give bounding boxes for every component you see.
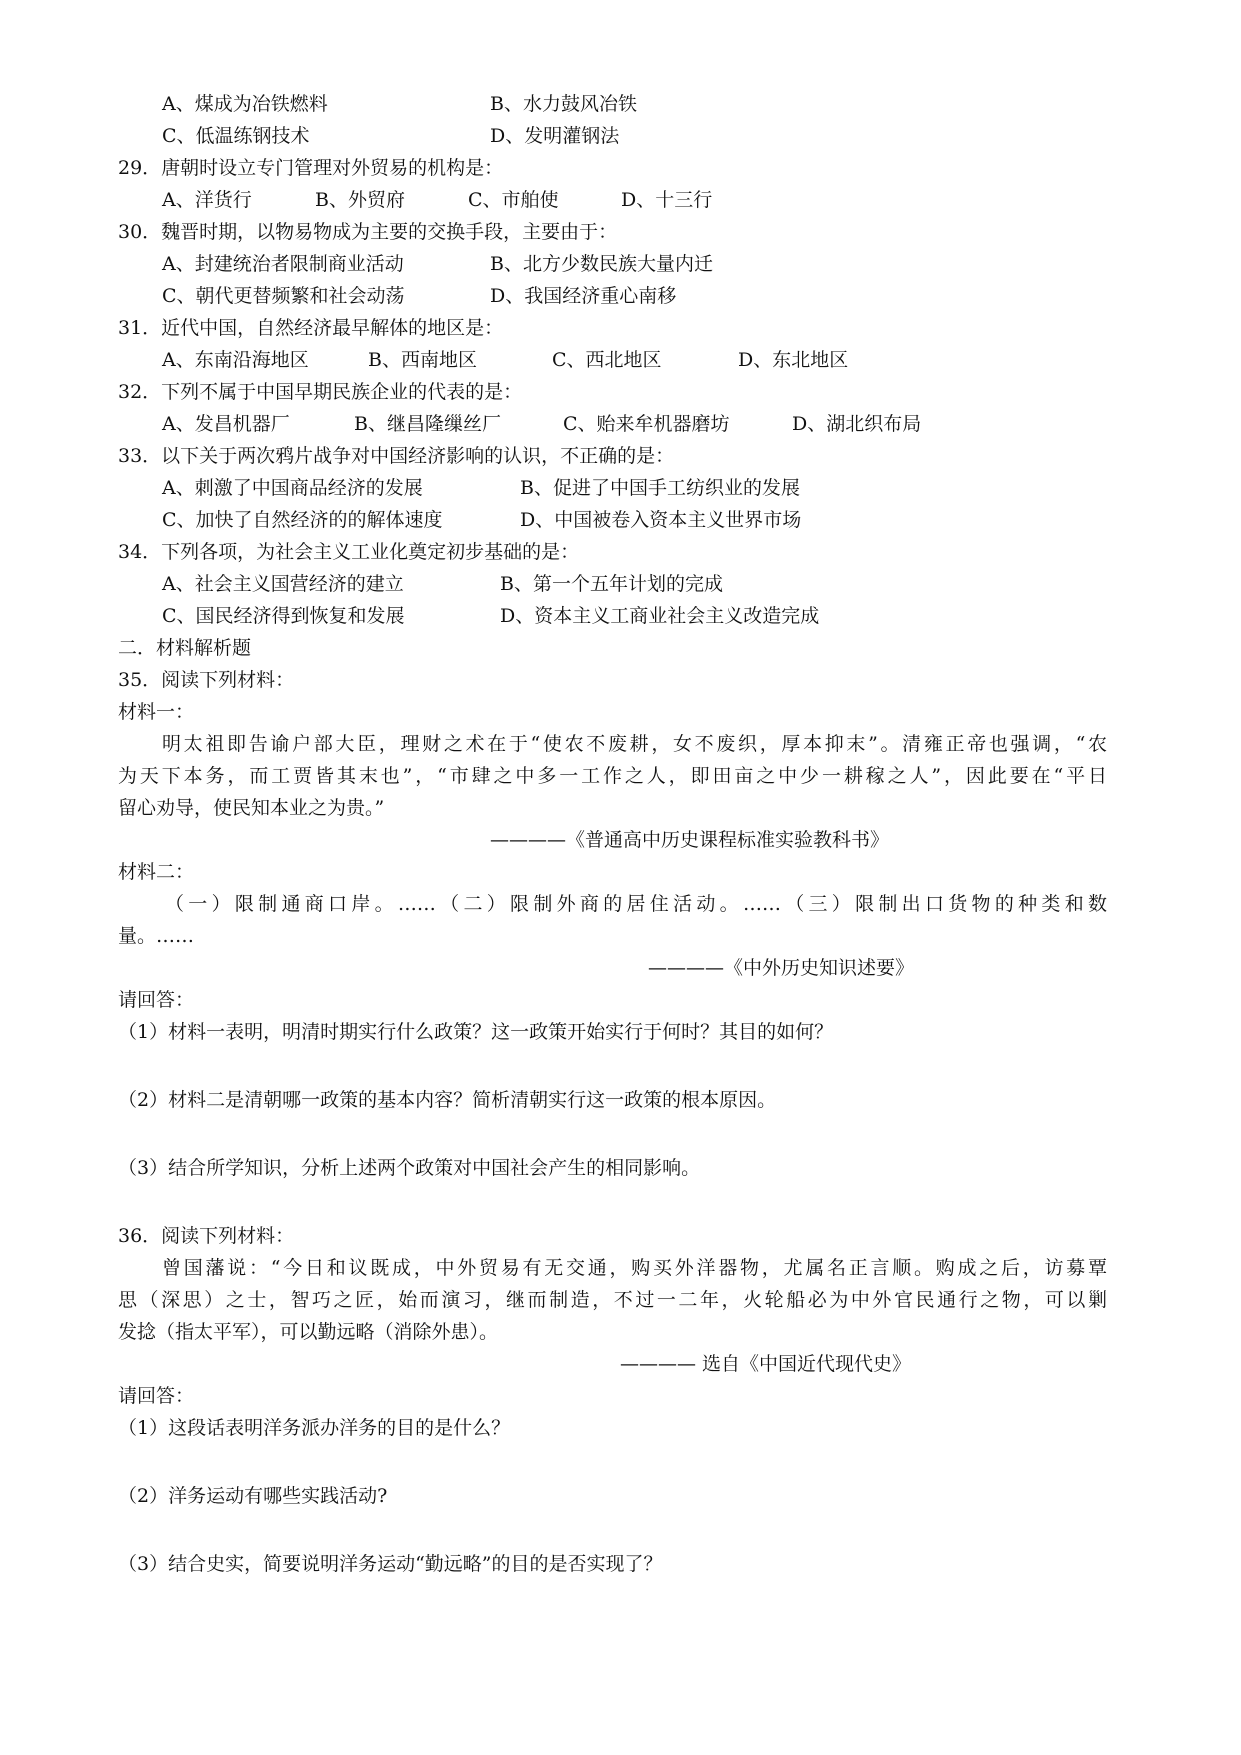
q33-option-a: A、刺激了中国商品经济的发展 [162, 477, 423, 499]
q36-material-line1: 曾国藩说：“今日和议既成，中外贸易有无交通，购买外洋器物，尤属名正言顺。购成之后，访募覃 [162, 1257, 1107, 1279]
q36-subquestion-3: （3）结合史实，简要说明洋务运动“勤远略”的目的是否实现了？ [118, 1553, 663, 1575]
q35-stem: 35．阅读下列材料： [118, 669, 295, 691]
q35-material2-line2: 量。…… [118, 925, 195, 947]
q35-material1-source: ————《普通高中历史课程标准实验教科书》 [490, 829, 890, 851]
q34-option-c: C、国民经济得到恢复和发展 [162, 605, 405, 627]
q28-option-c: C、低温练钢技术 [162, 125, 310, 147]
q36-ask: 请回答： [118, 1385, 195, 1407]
q36-source: ———— 选自《中国近代现代史》 [620, 1353, 912, 1375]
q36-material-line3: 发捻（指太平军），可以勤远略（消除外患）。 [118, 1321, 499, 1343]
q29-option-d: D、十三行 [621, 189, 713, 211]
q35-subquestion-2: （2）材料二是清朝哪一政策的基本内容？简析清朝实行这一政策的根本原因。 [118, 1089, 777, 1111]
q29-option-b: B、外贸府 [315, 189, 405, 211]
q31-option-d: D、东北地区 [738, 349, 849, 371]
q34-stem: 34．下列各项，为社会主义工业化奠定初步基础的是： [118, 541, 580, 563]
q28-option-b: B、水力鼓风冶铁 [490, 93, 637, 115]
q35-material2-source: ————《中外历史知识述要》 [648, 957, 915, 979]
q29-stem: 29．唐朝时设立专门管理对外贸易的机构是： [118, 157, 504, 179]
q31-option-a: A、东南沿海地区 [162, 349, 309, 371]
q35-material1-line3: 留心劝导，使民知本业之为贵。” [118, 797, 385, 819]
q29-option-a: A、洋货行 [162, 189, 252, 211]
q31-stem: 31．近代中国，自然经济最早解体的地区是： [118, 317, 504, 339]
q33-option-d: D、中国被卷入资本主义世界市场 [520, 509, 802, 531]
q32-option-d: D、湖北织布局 [792, 413, 922, 435]
q33-option-b: B、促进了中国手工纺织业的发展 [520, 477, 800, 499]
q33-stem: 33．以下关于两次鸦片战争对中国经济影响的认识，不正确的是： [118, 445, 675, 467]
q32-option-b: B、继昌隆缫丝厂 [354, 413, 501, 435]
q32-stem: 32．下列不属于中国早期民族企业的代表的是： [118, 381, 523, 403]
q30-option-c: C、朝代更替频繁和社会动荡 [162, 285, 405, 307]
q35-material1-label: 材料一： [118, 701, 195, 723]
q35-material1-line2: 为天下本务，而工贾皆其末也”，“市肆之中多一工作之人，即田亩之中少一耕稼之人”，因此要在“平日 [118, 765, 1107, 787]
q35-material1-line1: 明太祖即告谕户部大臣，理财之术在于“使农不废耕，女不废织，厚本抑末”。清雍正帝也强调，“农 [162, 733, 1107, 755]
q29-option-c: C、市舶使 [468, 189, 559, 211]
q36-subquestion-2: （2）洋务运动有哪些实践活动? [118, 1485, 388, 1507]
q36-material-line2: 思（深思）之士，智巧之匠，始而演习，继而制造，不过一二年，火轮船必为中外官民通行之物，可以剿 [118, 1289, 1107, 1311]
q34-option-b: B、第一个五年计划的完成 [500, 573, 723, 595]
q35-subquestion-3: （3）结合所学知识，分析上述两个政策对中国社会产生的相同影响。 [118, 1157, 701, 1179]
q36-stem: 36．阅读下列材料： [118, 1225, 295, 1247]
q34-option-a: A、社会主义国营经济的建立 [162, 573, 404, 595]
q35-material2-line1: （一）限制通商口岸。……（二）限制外商的居住活动。……（三）限制出口货物的种类和数 [165, 893, 1107, 915]
q32-option-a: A、发昌机器厂 [162, 413, 290, 435]
q34-option-d: D、资本主义工商业社会主义改造完成 [500, 605, 820, 627]
q30-option-d: D、我国经济重心南移 [490, 285, 677, 307]
q31-option-c: C、西北地区 [552, 349, 662, 371]
q30-stem: 30．魏晋时期，以物易物成为主要的交换手段，主要由于： [118, 221, 618, 243]
q31-option-b: B、西南地区 [368, 349, 477, 371]
q28-option-d: D、发明灌钢法 [490, 125, 620, 147]
q30-option-b: B、北方少数民族大量内迁 [490, 253, 713, 275]
q35-subquestion-1: （1）材料一表明，明清时期实行什么政策？这一政策开始实行于何时？其目的如何？ [118, 1021, 834, 1043]
q35-material2-label: 材料二： [118, 861, 195, 883]
section-title: 二．材料解析题 [118, 637, 252, 659]
q30-option-a: A、封建统治者限制商业活动 [162, 253, 404, 275]
q33-option-c: C、加快了自然经济的的解体速度 [162, 509, 443, 531]
q36-subquestion-1: （1）这段话表明洋务派办洋务的目的是什么？ [118, 1417, 511, 1439]
q32-option-c: C、贻来牟机器磨坊 [563, 413, 730, 435]
q28-option-a: A、煤成为冶铁燃料 [162, 93, 328, 115]
q35-ask: 请回答： [118, 989, 195, 1011]
